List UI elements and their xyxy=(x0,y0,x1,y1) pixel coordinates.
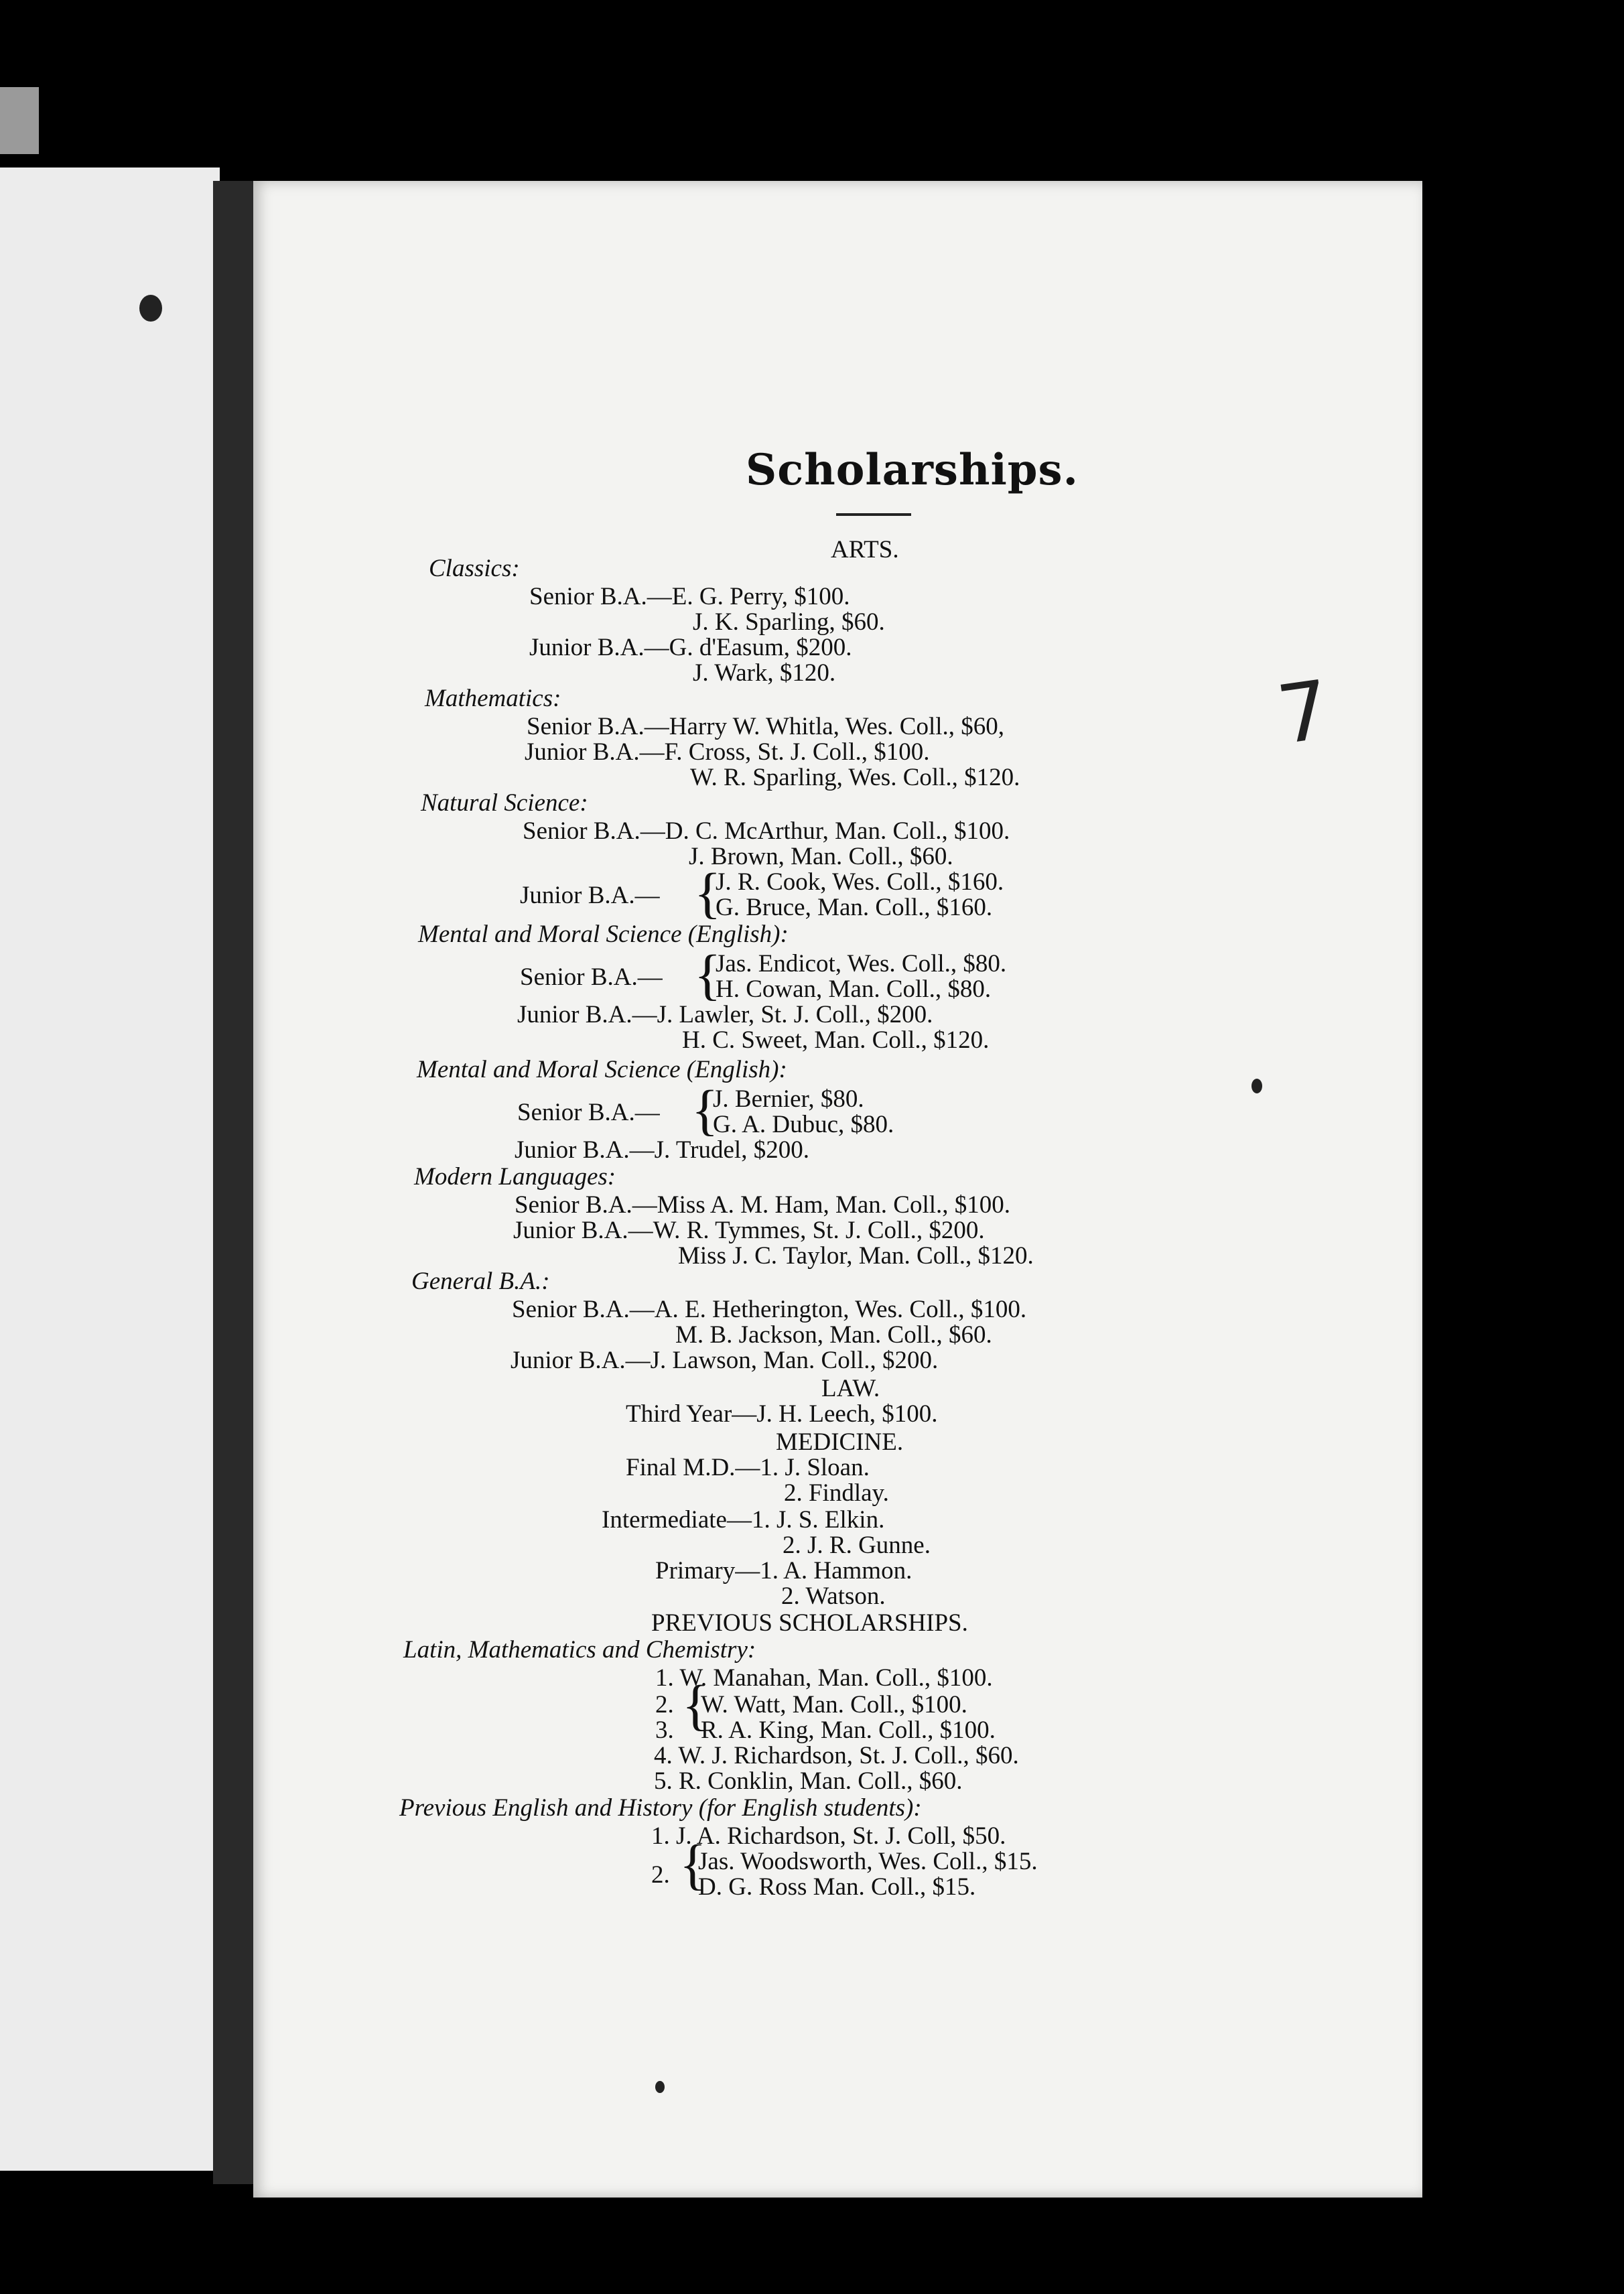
ink-spot xyxy=(655,2081,665,2093)
latin-heading: Latin, Mathematics and Chemistry: xyxy=(403,1636,756,1664)
english-heading: Previous English and History (for English students): xyxy=(399,1794,922,1822)
brace: { xyxy=(691,1079,719,1142)
brace: { xyxy=(694,862,722,925)
english-brace-1: Jas. Woodsworth, Wes. Coll., $15. xyxy=(698,1848,1038,1875)
page-title: Scholarships. xyxy=(746,445,1079,495)
facing-page xyxy=(0,167,220,2171)
general-ba-heading: General B.A.: xyxy=(411,1268,550,1295)
ink-spot xyxy=(1251,1079,1262,1093)
mental-moral-2-senior-1: J. Bernier, $80. xyxy=(713,1085,864,1113)
natural-science-junior-1: J. R. Cook, Wes. Coll., $160. xyxy=(716,868,1004,896)
latin-line-4: 4. W. J. Richardson, St. J. Coll., $60. xyxy=(654,1742,1019,1769)
handwritten-mark: 7 xyxy=(1272,663,1336,763)
medicine-line-6: 2. Watson. xyxy=(781,1582,886,1610)
mathematics-line-3: W. R. Sparling, Wes. Coll., $120. xyxy=(690,764,1020,791)
modern-languages-heading: Modern Languages: xyxy=(414,1163,616,1191)
ink-spot xyxy=(139,295,162,322)
general-ba-line-1: Senior B.A.—A. E. Hetherington, Wes. Coll., $100. xyxy=(512,1296,1027,1323)
latin-line-1: 1. W. Manahan, Man. Coll., $100. xyxy=(655,1664,993,1692)
mathematics-heading: Mathematics: xyxy=(425,685,561,712)
classics-line-3: Junior B.A.—G. d'Easum, $200. xyxy=(529,634,852,661)
brace: { xyxy=(682,1674,709,1737)
medicine-line-2: 2. Findlay. xyxy=(784,1479,889,1507)
medicine-line-5: Primary—1. A. Hammon. xyxy=(655,1557,912,1584)
mental-moral-heading-1: Mental and Moral Science (English): xyxy=(418,921,789,948)
medicine-line-1: Final M.D.—1. J. Sloan. xyxy=(626,1454,870,1481)
modern-languages-line-2: Junior B.A.—W. R. Tymmes, St. J. Coll., $200. xyxy=(513,1217,985,1244)
natural-science-junior-2: G. Bruce, Man. Coll., $160. xyxy=(716,894,993,921)
classics-heading: Classics: xyxy=(429,555,520,582)
mental-moral-heading-2: Mental and Moral Science (English): xyxy=(417,1056,787,1083)
brace: { xyxy=(694,944,722,1006)
classics-line-1: Senior B.A.—E. G. Perry, $100. xyxy=(529,583,850,610)
mental-moral-1-senior-label: Senior B.A.— xyxy=(520,963,663,991)
classics-line-4: J. Wark, $120. xyxy=(693,659,836,687)
latin-line-5: 5. R. Conklin, Man. Coll., $60. xyxy=(654,1767,963,1795)
title-rule xyxy=(836,513,911,516)
medicine-line-4: 2. J. R. Gunne. xyxy=(783,1532,931,1559)
general-ba-line-2: M. B. Jackson, Man. Coll., $60. xyxy=(675,1321,992,1349)
classics-line-2: J. K. Sparling, $60. xyxy=(693,608,885,636)
mental-moral-2-line-3: Junior B.A.—J. Trudel, $200. xyxy=(515,1136,809,1164)
english-line-1: 1. J. A. Richardson, St. J. Coll, $50. xyxy=(651,1822,1006,1850)
arts-heading: ARTS. xyxy=(831,536,899,563)
mental-moral-2-senior-2: G. A. Dubuc, $80. xyxy=(713,1111,894,1138)
modern-languages-line-3: Miss J. C. Taylor, Man. Coll., $120. xyxy=(678,1242,1034,1270)
natural-science-heading: Natural Science: xyxy=(421,789,588,817)
natural-science-line-1: Senior B.A.—D. C. McArthur, Man. Coll., $100. xyxy=(523,817,1010,845)
english-brace-2: D. G. Ross Man. Coll., $15. xyxy=(698,1873,976,1901)
latin-brace-2: R. A. King, Man. Coll., $100. xyxy=(701,1716,996,1744)
general-ba-line-3: Junior B.A.—J. Lawson, Man. Coll., $200. xyxy=(511,1347,939,1374)
latin-number-2: 2. xyxy=(655,1691,674,1718)
mental-moral-2-senior-label: Senior B.A.— xyxy=(517,1099,660,1126)
law-line-1: Third Year—J. H. Leech, $100. xyxy=(626,1400,938,1428)
latin-brace-1: W. Watt, Man. Coll., $100. xyxy=(701,1691,967,1718)
mental-moral-1-senior-2: H. Cowan, Man. Coll., $80. xyxy=(716,975,992,1003)
medicine-line-3: Intermediate—1. J. S. Elkin. xyxy=(602,1506,885,1534)
mathematics-line-1: Senior B.A.—Harry W. Whitla, Wes. Coll., $60, xyxy=(527,713,1005,740)
english-number-2: 2. xyxy=(651,1861,670,1889)
previous-heading: PREVIOUS SCHOLARSHIPS. xyxy=(651,1609,968,1637)
document-page xyxy=(253,181,1422,2198)
mental-moral-1-line-4: H. C. Sweet, Man. Coll., $120. xyxy=(682,1026,990,1054)
medicine-heading: MEDICINE. xyxy=(776,1428,904,1456)
law-heading: LAW. xyxy=(821,1375,880,1402)
mental-moral-1-line-3: Junior B.A.—J. Lawler, St. J. Coll., $200. xyxy=(517,1001,933,1028)
left-edge-scrap xyxy=(0,87,39,154)
mathematics-line-2: Junior B.A.—F. Cross, St. J. Coll., $100. xyxy=(525,738,930,766)
mental-moral-1-senior-1: Jas. Endicot, Wes. Coll., $80. xyxy=(716,950,1007,977)
natural-science-junior-label: Junior B.A.— xyxy=(520,882,660,909)
latin-number-3: 3. xyxy=(655,1716,674,1744)
natural-science-line-2: J. Brown, Man. Coll., $60. xyxy=(689,843,953,870)
modern-languages-line-1: Senior B.A.—Miss A. M. Ham, Man. Coll., $100. xyxy=(515,1191,1011,1219)
brace: { xyxy=(679,1834,707,1896)
